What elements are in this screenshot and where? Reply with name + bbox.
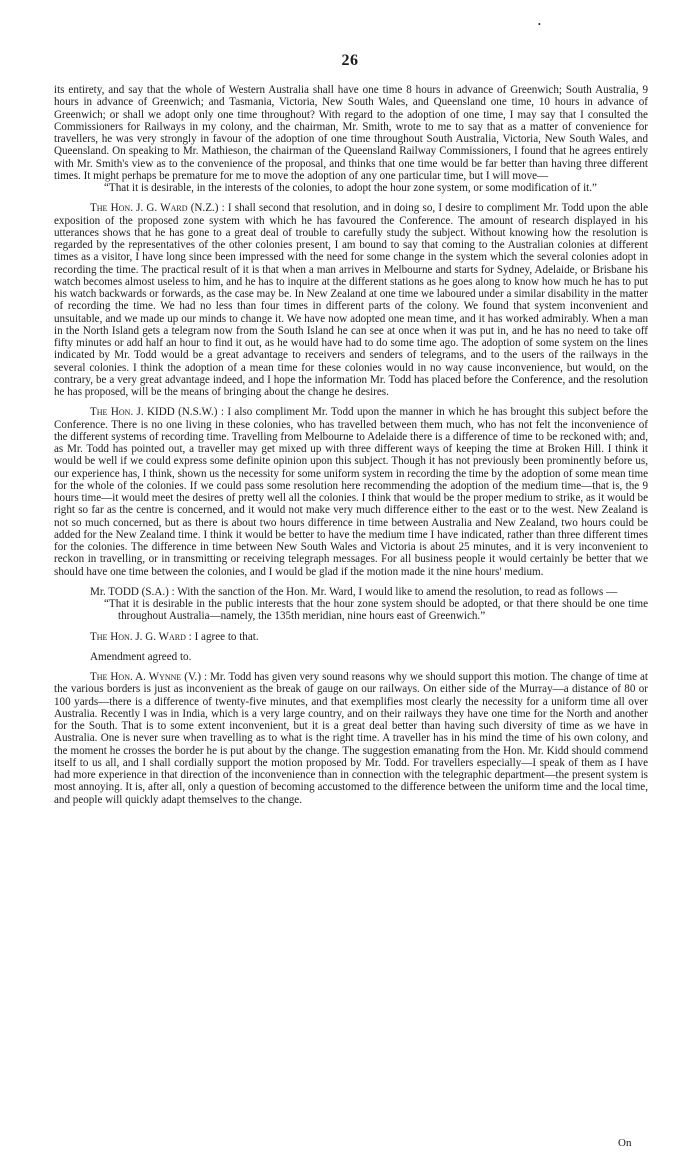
- page-body: [54, 84, 648, 806]
- speech-todd: [54, 586, 648, 598]
- speech-text: Mr. Todd has given very sound reasons why we should support this motion. The change of time at the various borders is just as inconvenient as the break of gauge on our railways. On either side of the Murray—a distance of 80 or 100 yards—there is a difference of twenty-five minutes, and that exemplifies most clearly the necessity for a uniform time all over Australia. Recently I was in India, which is a very large country, and on their railways they have one time for the North and another for the South. That is to some extent inconvenient, but it is a great deal better than having such diversity of time as we have in Australia. One is never sure when travelling as to what is the right time. A traveller has in his mind the time of his own colony, and the moment he crosses the border he is put about by the change. The suggestion emanating from the Hon. Mr. Kidd should commend itself to us all, and I shall cordially support the motion proposed by Mr. Todd. For travellers especially—I speak of them as I have had more experience in that direction of the inconvenience than in connection with the telegraphic department—the present system is most annoying. It is, after all, only a question of becoming accustomed to the difference between the uniform time and the local time, and people will quickly adapt themselves to the change.: [54, 671, 648, 806]
- resolution-quote: [104, 182, 648, 194]
- speech-text: I agree to that.: [194, 630, 259, 643]
- speech-ward: [54, 202, 648, 398]
- speech-kidd: [54, 406, 648, 578]
- amended-resolution-quote: [104, 598, 648, 623]
- speaker-name: The Hon. J. G. Ward :: [90, 630, 192, 643]
- printer-mark: •: [538, 20, 541, 29]
- speaker-name: The Hon. A. Wynne (V.) :: [90, 671, 208, 683]
- page-number: 26: [341, 52, 359, 69]
- speaker-name: The Hon. J. KIDD (N.S.W.) :: [90, 406, 224, 419]
- speech-wynne: [54, 671, 648, 806]
- speaker-name: Mr. TODD (S.A.) :: [90, 585, 175, 598]
- speech-text: I shall second that resolution, and in doing so, I desire to compliment Mr. Todd upon the able exposition of the proposed zone system with which he has favoured the Conference. The amount of research displayed in his utterances shows that he has gone to a great deal of trouble to carefully study the subject. Without knowing how the resolution is regarded by the representatives of the other colonies present, I am bound to say that coming to the Australian colonies at different times as a visitor, I have long since been impressed with the need for some change in the system which the several colonies adopt in recording the time. The practical result of it is that when a man arrives in Melbourne and starts for Sydney, Adelaide, or Brisbane his watch becomes almost useless to him, and he has to inquire at the different stations as he goes along to know how much he has to put his watch backwards or forwards, as the case may be. In New Zealand at one time we laboured under a similar disability in the matter of recording the time. We had no less than four times in different parts of the colony. We found that system inconvenient and unsuitable, and we made up our minds to change it. We have now adopted one mean time, and it has worked admirably. When a man in the North Island gets a telegram now from the South Island he can see at once when it was put in, and he has no need to take off fifty minutes or add half an hour to find it out, as he would have had to do some time ago. The adoption of some system on the lines indicated by Mr. Todd would be a great advantage to receivers and senders of telegrams, and to the users of the railways in the several colonies. I think the adoption of a mean time for these colonies would in no way cause inconvenience, but would, on the contrary, be a very great advantage indeed, and I hope the information Mr. Todd has placed before the Conference, and the resolution he has proposed, will be the means of bringing about the change he desires.: [54, 202, 649, 398]
- speaker-name: The Hon. J. G. Ward (N.Z.) :: [90, 202, 225, 215]
- paragraph-continuation: [54, 84, 648, 182]
- catchword: On: [618, 1137, 632, 1149]
- quote-text: “That it is desirable, in the interests of the colonies, to adopt the hour zone system, or some modification of it.”: [104, 182, 597, 194]
- amendment-note: [54, 651, 648, 663]
- speech-text: With the sanction of the Hon. Mr. Ward, I would like to amend the resolution, to read as follows —: [177, 585, 618, 598]
- paragraph-text: its entirety, and say that the whole of Western Australia shall have one time 8 hours in advance of Greenwich; South Australia, 9 hours in advance of Greenwich; and Tasmania, Victoria, New South Wales, and Queensland one time, 10 hours in advance of Greenwich; or shall we adopt only one time throughout? With regard to the adoption of one time, I may say that I consulted the Commissioners for Railways in my colony, and the chairman, Mr. Smith, wrote to me to say that as a matter of convenience for travellers, he was very strongly in favour of the adoption of one time throughout South Australia, Victoria, New South Wales, and Queensland. On speaking to Mr. Mathieson, the chairman of the Queensland Railway Commissioners, I found that he agrees entirely with Mr. Smith's view as to the convenience of the proposal, and thinks that one time would be far better than having three different times. It might perhaps be premature for me to move the adoption of any one particular time, but I will move—: [54, 84, 648, 182]
- speech-ward-agree: [54, 631, 648, 643]
- quote-text: “That it is desirable in the public interests that the hour zone system should be adopted, or that there should be one time throughout Australia—namely, the 135th meridian, nine hours east of Greenwich.”: [104, 598, 648, 623]
- paragraph-text: Amendment agreed to.: [90, 650, 192, 663]
- speech-text: I also compliment Mr. Todd upon the manner in which he has brought this subject before the Conference. There is no one living in these colonies, who has travelled between them much, who has not felt the inconvenience of the different systems of recording time. Travelling from Melbourne to Adelaide there is a difference of time to be reckoned with; and, as Mr. Todd has pointed out, a traveller may get mixed up with three different ways of keeping the time at Broken Hill. I think it would be well if we could express some definite opinion upon this subject. Though it has not previously been prominently before us, our experience has, I think, shown us the necessity for some uniform system in recording the time by the adoption of some mean time for the whole of the colonies. If we could pass some resolution here recommending the adoption of the medium time—that is, the 9 hours time—it would meet the desires of pretty well all the colonies. I think that would be the proper medium to strike, as it would be right so far as the centre is concerned, and it would not make very much difference either to the east or to the west. New Zealand is not so much concerned, but as there is about two hours difference in time between Australia and New Zealand, two hours could be added for the New Zealand time. I think it would be better to have the medium time I have indicated, rather than three different times for the colonies. The difference in time between New South Wales and Victoria is about 25 minutes, and it is very inconvenient to reckon in travelling, or in transmitting or receiving telegraph messages. For all business people it would certainly be better that we should have one time between the colonies, and I would be glad if the motion made it the nine hours' medium.: [54, 406, 648, 578]
